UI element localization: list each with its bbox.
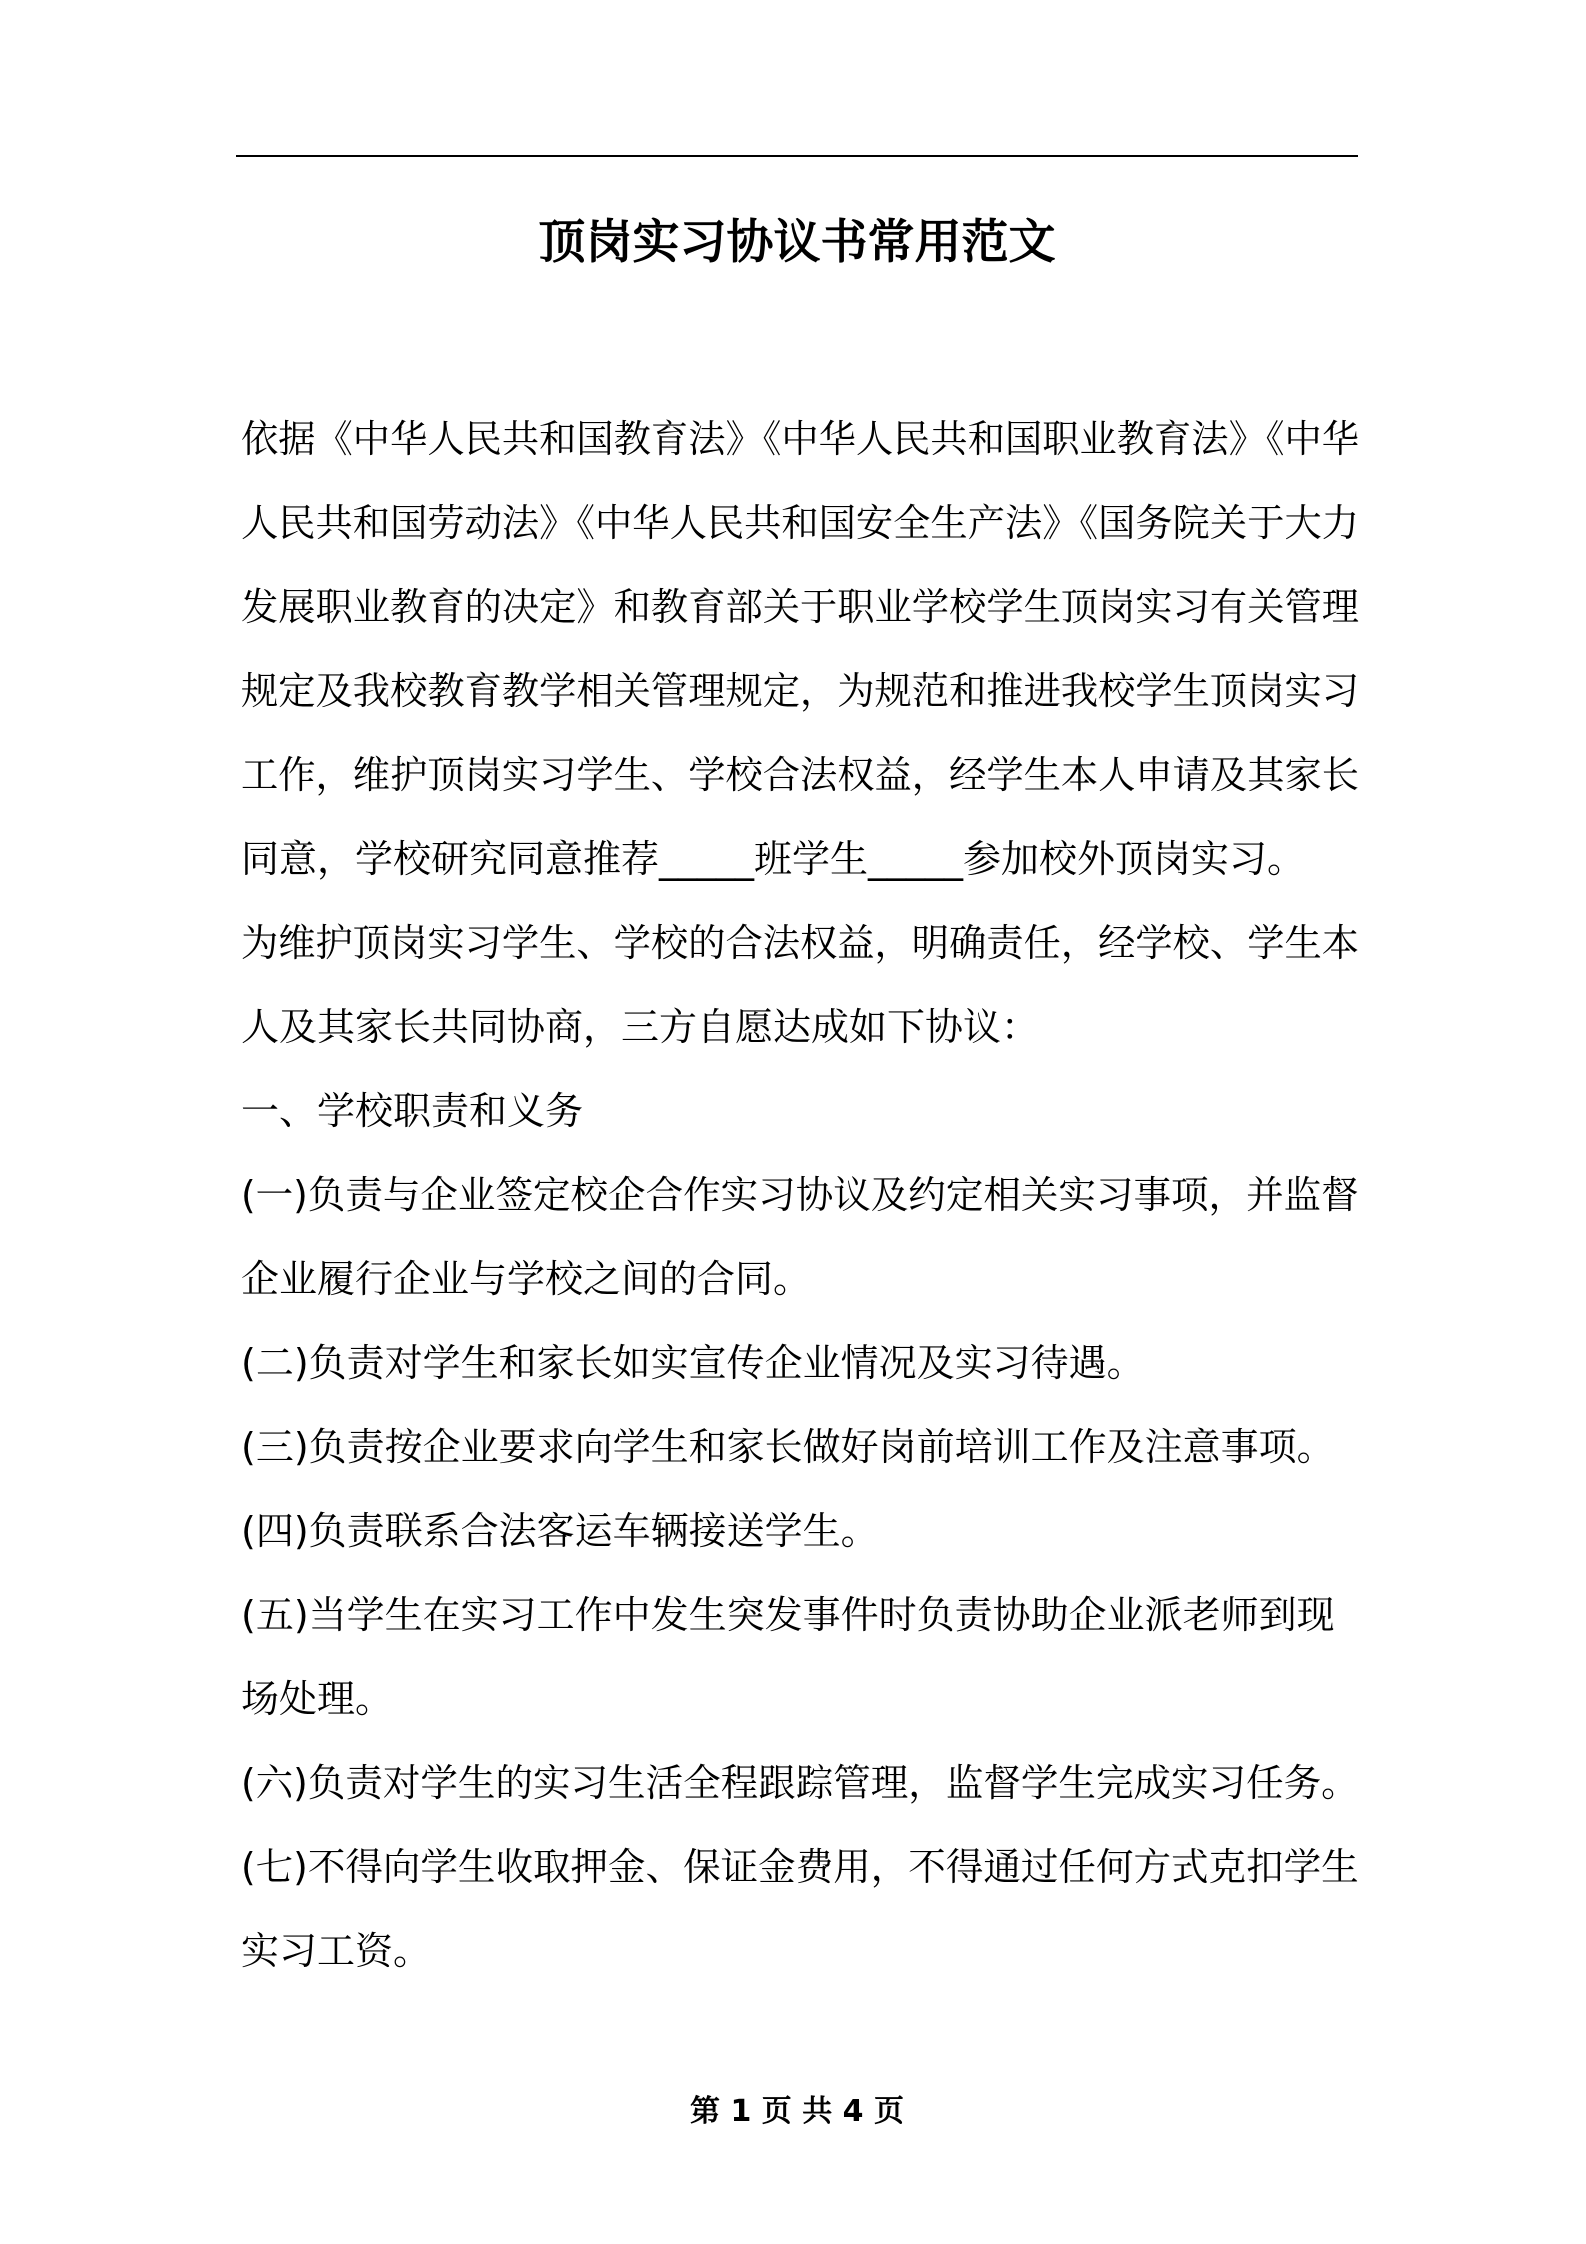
paragraph-basis: [241, 397, 1359, 901]
text-line: 场处理。: [241, 1677, 394, 1721]
text-line: 规定及我校教育教学相关管理规定，为规范和推进我校学生顶岗实习: [241, 669, 1360, 713]
paragraph-purpose: [241, 901, 1359, 1069]
clause-2: [241, 1321, 1359, 1405]
text-line: 人及其家长共同协商，三方自愿达成如下协议：: [241, 1005, 1040, 1049]
header-rule: [236, 155, 1358, 157]
text-line: (二)负责对学生和家长如实宣传企业情况及实习待遇。: [241, 1341, 1145, 1385]
text-line: 发展职业教育的决定》和教育部关于职业学校学生顶岗实习有关管理: [241, 585, 1360, 629]
text-line: (四)负责联系合法客运车辆接送学生。: [241, 1509, 879, 1553]
clause-1: [241, 1153, 1359, 1321]
text-line: 实习工资。: [241, 1929, 432, 1973]
clause-5: [241, 1573, 1359, 1741]
text-line: (六)负责对学生的实习生活全程跟踪管理，监督学生完成实习任务。: [241, 1761, 1359, 1805]
clause-6: [241, 1741, 1359, 1825]
text-line: (三)负责按企业要求向学生和家长做好岗前培训工作及注意事项。: [241, 1425, 1335, 1469]
text-line: 企业履行企业与学校之间的合同。: [241, 1257, 812, 1301]
clause-3: [241, 1405, 1359, 1489]
text-line: (一)负责与企业签定校企合作实习协议及约定相关实习事项，并监督: [241, 1173, 1359, 1217]
text-line: 依据《中华人民共和国教育法》《中华人民共和国职业教育法》《中华: [241, 417, 1360, 461]
document-title: 顶岗实习协议书常用范文: [538, 215, 1056, 270]
clause-4: [241, 1489, 1359, 1573]
page-number: 第 1 页 共 4 页: [690, 2094, 904, 2129]
text-line: 为维护顶岗实习学生、学校的合法权益，明确责任，经学校、学生本: [241, 921, 1360, 965]
text-line: (五)当学生在实习工作中发生突发事件时负责协助企业派老师到现: [241, 1593, 1335, 1637]
section-heading: [241, 1069, 1359, 1153]
clause-7: [241, 1825, 1359, 1993]
text-line: (七)不得向学生收取押金、保证金费用，不得通过任何方式克扣学生: [241, 1845, 1359, 1889]
text-line: 一、学校职责和义务: [241, 1089, 584, 1133]
text-line: 人民共和国劳动法》《中华人民共和国安全生产法》《国务院关于大力: [241, 501, 1360, 545]
text-line: 工作，维护顶岗实习学生、学校合法权益，经学生本人申请及其家长: [241, 753, 1360, 797]
text-line: 同意，学校研究同意推荐_____班学生_____参加校外顶岗实习。: [241, 837, 1306, 881]
document-body: [241, 397, 1359, 1993]
